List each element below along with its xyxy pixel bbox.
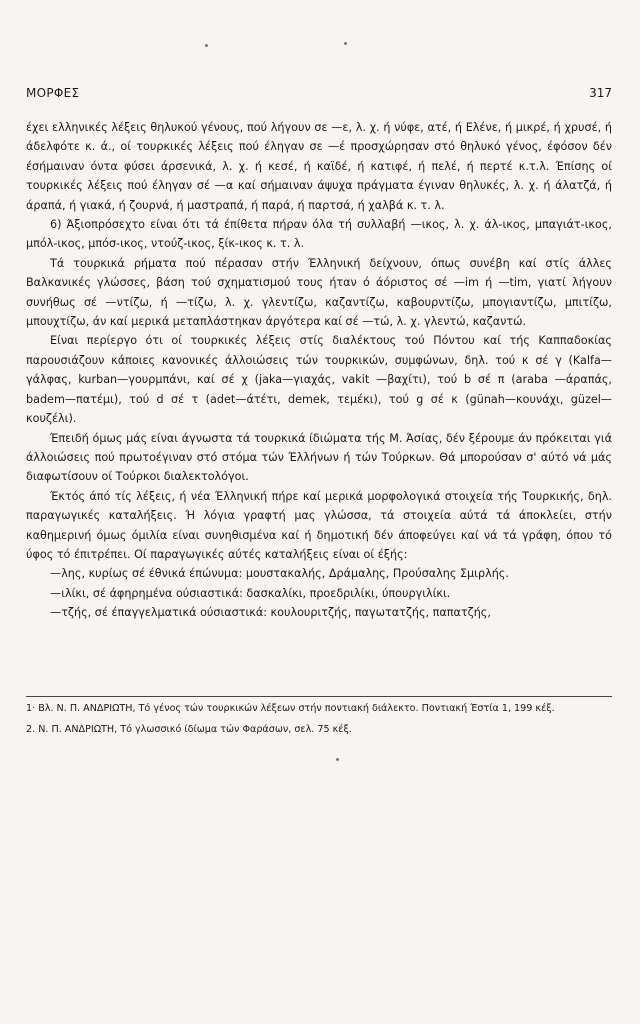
- paragraph: —λης, κυρίως σέ έθνικά έπώνυμα: μουστακαλής, Δράμαλης, Προύσαλης Σμιρλής.: [50, 567, 509, 581]
- page-header: [26, 86, 612, 104]
- paragraph: έχει ελληνικές λέξεις θηλυκού γένους, πού λήγουν σε —ε, λ. χ. ή νύφε, ατέ, ή Ελένε, ή μικρέ, ή χρυσέ, ή άδελφότε κ. ά., οί τουρκικές λέξεις πού έληγαν σε —έ προσχώρησαν στό θηλυκό γένος, έφόσον δέν έσήμαιναν όντα φύσει άρσενικά, λ. χ. ή κεσέ, ή καϊδέ, ή κατιφέ, ή πελέ, ή περτέ κ.τ.λ. Έπίσης οί τουρκικές λέξεις πού έληγαν σέ —α καί σήμαιναν άψυχα πράγματα έγιναν θηλυκές, λ. χ. ή άλατζά, ή άραπά, ή γιακά, ή ζουρνά, ή μαστραπά, ή παρά, ή παρτσά, ή χαλβά κ. τ. λ.: [26, 121, 612, 212]
- footnotes: [26, 696, 612, 743]
- paragraph: Έπειδή όμως μάς είναι άγνωστα τά τουρκικά ίδιώματα τής Μ. Άσίας, δέν ξέρουμε άν πρόκειται γιά άλλοιώσεις πού πρωτοέγιναν στό στόμα τών Έλλήνων ή τών Τούρκων. Θά μπορούσαν σ' αύτό νά μάς διαφωτίσουν οί Τούρκοι διαλεκτολόγοι.: [26, 431, 612, 484]
- footnote: 1· Βλ. Ν. Π. ΑΝΔΡΙΩΤΗ, Τό γένος τών τουρκικών λέξεων στήν ποντιακή διάλεκτο. Ποντιακή Έστία 1, 199 κέξ.: [26, 703, 555, 714]
- page-number: 317: [589, 86, 612, 100]
- scan-speck: [336, 758, 339, 761]
- paragraph: —τζής, σέ έπαγγελματικά ούσιαστικά: κουλουριτζής, παγωτατζής, παπατζής,: [50, 606, 491, 620]
- paragraph: Τά τουρκικά ρήματα πού πέρασαν στήν Έλληνική δείχνουν, όπως συνέβη καί στίς άλλες Βαλκανικές γλώσσες, βάση τού σχηματισμού τους ήταν ό άόριστος σέ —im ή —tim, γιατί λήγουν συνήθως σέ —ντίζω, ή —τίζω, λ. χ. γλεντίζω, καζαντίζω, καβουρντίζω, μπογιαντίζω, μπιτίζω, μπουχτίζω, άν καί μερικά μεταπλάστηκαν άργότερα καί σέ —τώ, λ. χ. γλεντώ, καζαντώ.: [26, 256, 612, 329]
- scan-speck: [344, 42, 347, 45]
- paragraph: Είναι περίεργο ότι οί τουρκικές λέξεις στίς διαλέκτους τού Πόντου καί τής Καππαδοκίας παρουσιάζουν κάποιες κανονικές άλλοιώσεις τών τουρκικών, συμφώνων, δηλ. τού κ σέ γ (Kalfa—γάλφας, kurban—γουρμπάνι, καί σέ χ (jaka—γιαχάς, vakit —βαχίτι), τού b σέ π (araba —άραπάς, badem—πατέμι), τού d σέ τ (adet—άτέτι, demek, τεμέκι), τού g σέ κ (günah—κουνάχι, güzel—κουζέλι).: [26, 334, 612, 426]
- paragraph: —ιλίκι, σέ άφηρημένα ούσιαστικά: δασκαλίκι, προεδριλίκι, ύπουργιλίκι.: [50, 586, 451, 600]
- running-title: ΜΟΡΦΕΣ: [26, 86, 80, 100]
- paragraph: Έκτός άπό τίς λέξεις, ή νέα Έλληνική πήρε καί μερικά μορφολογικά στοιχεία τής Τουρκικής, δηλ. παραγωγικές καταλήξεις. Ή λόγια γραφτή μας γλώσσα, τά στοιχεία αύτά τά άποκλείει, στήν καθημερινή όμως όμιλία είναι συνηθισμένα καί ή δημοτική δέν άποφεύγει καί νά τά γράφη, όπου τό ύφος τό έπιτρέπει. Οί παραγωγικές αύτές καταλήξεις είναι οί έξής:: [26, 489, 612, 561]
- body-text: [26, 118, 612, 623]
- footnote: 2. Ν. Π. ΑΝΔΡΙΩΤΗ, Τό γλωσσικό ίδίωμα τών Φαράσων, σελ. 75 κέξ.: [26, 724, 352, 735]
- scan-speck: [205, 44, 208, 47]
- paragraph: 6) Άξιοπρόσεχτο είναι ότι τά έπίθετα πήραν όλα τή συλλαβή —ικος, λ. χ. άλ-ικος, μπαγιάτ-ικος, μπόλ-ικος, μπόσ-ικος, ντούζ-ικος, ξίκ-ικος κ. τ. λ.: [26, 218, 612, 251]
